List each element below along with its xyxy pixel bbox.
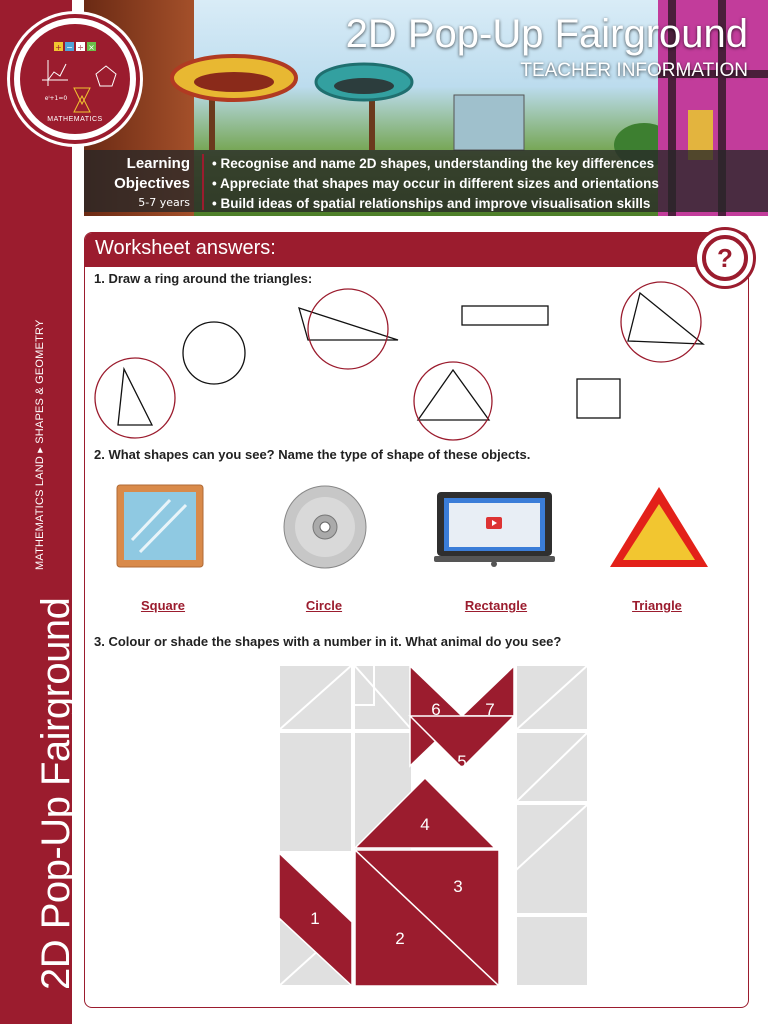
shape-circle <box>183 322 245 384</box>
answer-ring <box>414 362 492 440</box>
answer-rectangle: Rectangle <box>464 598 528 613</box>
page-subtitle: TEACHER INFORMATION <box>520 60 748 81</box>
q2-objects <box>0 480 768 580</box>
cd-disc-icon <box>284 486 366 568</box>
svg-text:eⁱ+1=0: eⁱ+1=0 <box>44 95 68 102</box>
header-banner <box>84 0 768 216</box>
tangram-number-6: 6 <box>431 700 441 719</box>
svg-text:÷: ÷ <box>77 43 84 52</box>
worksheet-header <box>85 233 748 267</box>
q1-shapes <box>0 280 768 460</box>
question-3: 3. Colour or shade the shapes with a number in it. What animal do you see? <box>94 634 562 649</box>
mirror-icon <box>117 485 203 567</box>
page-title: 2D Pop-Up Fairground <box>345 12 748 56</box>
tangram-number-2: 2 <box>395 929 405 948</box>
shape-rectangle <box>462 306 548 325</box>
svg-text:−: − <box>66 43 73 52</box>
objectives-age: 5-7 years <box>138 196 190 209</box>
question-2: 2. What shapes can you see? Name the type of shape of these objects. <box>94 447 531 462</box>
warning-sign-icon <box>610 487 708 567</box>
tangram-number-4: 4 <box>420 815 430 834</box>
sidebar-breadcrumb: MATHEMATICS LAND ▸ SHAPES & GEOMETRY <box>34 319 46 570</box>
answer-ring <box>95 358 175 438</box>
svg-text:×: × <box>88 43 95 52</box>
sidebar-title: 2D Pop-Up Fairground <box>34 597 78 990</box>
shape-triangle <box>118 369 152 425</box>
shape-triangle <box>628 293 703 344</box>
objectives-list <box>212 154 659 214</box>
objectives-heading: Learning Objectives <box>114 155 190 192</box>
objective-item: • Build ideas of spatial relationships and improve visualisation skills <box>212 196 651 211</box>
answer-triangle: Triangle <box>632 598 682 613</box>
objectives-divider <box>202 154 204 210</box>
tangram-number-5: 5 <box>457 752 467 771</box>
question-1: 1. Draw a ring around the triangles: <box>94 271 313 286</box>
worksheet-title: Worksheet answers: <box>95 237 276 259</box>
laptop-icon <box>434 492 555 567</box>
tangram-number-7: 7 <box>485 700 495 719</box>
tangram-number-3: 3 <box>453 877 463 896</box>
tangram-puzzle <box>276 660 596 990</box>
question-mark-icon: ? <box>694 227 756 289</box>
learning-objectives <box>84 150 768 212</box>
tangram-number-1: 1 <box>310 909 320 928</box>
logo-label: MATHEMATICS <box>47 116 103 123</box>
answer-square: Square <box>140 598 186 613</box>
mathematics-logo <box>10 14 140 144</box>
shape-triangle <box>299 308 398 340</box>
objective-item: • Recognise and name 2D shapes, understanding the key differences <box>212 156 655 171</box>
shape-triangle <box>418 370 489 420</box>
shape-square <box>577 379 620 418</box>
answer-ring <box>308 289 388 369</box>
svg-text:+: + <box>55 43 62 52</box>
answer-circle: Circle <box>305 598 343 613</box>
objective-item: • Appreciate that shapes may occur in different sizes and orientations <box>212 176 659 191</box>
